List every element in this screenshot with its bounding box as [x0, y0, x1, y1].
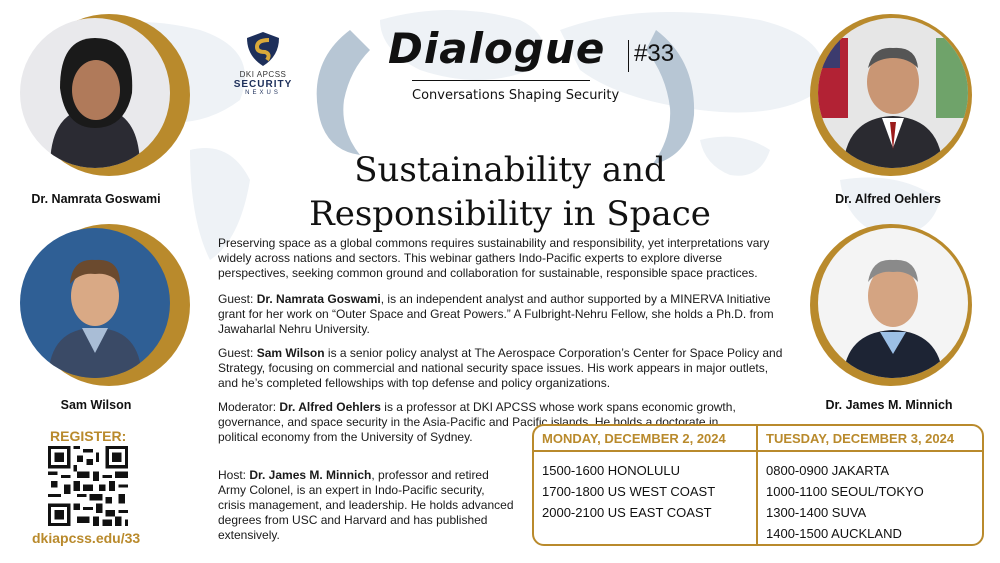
speaker-name: Sam Wilson [60, 398, 132, 412]
event-title [300, 148, 720, 236]
speaker-name: Dr. James M. Minnich [825, 398, 953, 412]
series-title: Dialogue [388, 24, 606, 73]
bio-text: is a senior policy analyst at The Aerospace Corporation’s Center for Space Policy and Strategy, focusing on commercial and national security space issues. His work appears in major outlets, and he’s completed fellowships with top defense and policy organizations. [218, 346, 783, 390]
register-url-link[interactable]: dkiapcss.edu/33 [32, 530, 141, 546]
bio-name: Sam Wilson [256, 346, 325, 360]
person-portrait-icon [20, 18, 170, 168]
person-portrait-icon [20, 228, 170, 378]
portrait-photo [818, 18, 968, 168]
schedule-day-1-date: MONDAY, DECEMBER 2, 2024 [534, 426, 756, 452]
event-title-line-2: Responsibility in Space [309, 194, 711, 234]
episode-number: #33 [634, 40, 675, 67]
schedule-time: 1400-1500 AUCKLAND [766, 526, 902, 541]
dki-apcss-logo [228, 30, 298, 96]
bio-role: Moderator: [218, 400, 280, 414]
portrait-photo [20, 18, 170, 168]
bio-text: , is an independent analyst and author supported by a MINERVA Initiative grant for her work on “Outer Space and Great Powers.” A Fulbright-Nehru Fellow, she holds a Ph.D. from Jawaharlal Nehru University. [218, 292, 774, 336]
open-quote-icon [300, 20, 380, 160]
series-subtitle: Conversations Shaping Security [412, 88, 620, 103]
speaker-name: Dr. Alfred Oehlers [835, 192, 941, 206]
schedule-day-2-date: TUESDAY, DECEMBER 3, 2024 [758, 426, 982, 452]
bio-name: Dr. James M. Minnich [249, 468, 372, 482]
event-title-line-1: Sustainability and [354, 150, 666, 190]
guest2-bio [218, 346, 790, 391]
bio-text: , professor and retired Army Colonel, is an expert in Indo-Pacific security, crisis management, and leadership. He holds advanced degrees from USC and Harvard and has published extensively. [218, 468, 514, 542]
person-portrait-icon [818, 18, 968, 168]
speaker-name: Dr. Namrata Goswami [31, 192, 161, 206]
logo-line-1: DKI APCSS [239, 70, 287, 79]
schedule-time: 2000-2100 US EAST COAST [542, 505, 712, 520]
schedule-time: 1300-1400 SUVA [766, 505, 867, 520]
schedule-time: 1500-1600 HONOLULU [542, 463, 681, 478]
host-bio [218, 468, 514, 543]
schedule-day-2 [756, 426, 982, 544]
schedule-box [532, 424, 984, 546]
schedule-time: 0800-0900 JAKARTA [766, 463, 890, 478]
portrait-photo [818, 228, 968, 378]
bio-name: Dr. Alfred Oehlers [279, 400, 381, 414]
qr-code-icon[interactable] [48, 446, 128, 526]
bio-role: Guest: [218, 346, 257, 360]
bio-name: Dr. Namrata Goswami [256, 292, 381, 306]
header-underline [412, 80, 590, 81]
guest1-bio [218, 292, 790, 337]
schedule-time: 1700-1800 US WEST COAST [542, 484, 716, 499]
bio-text: is a professor at DKI APCSS whose work spans economic growth, governance, and space security in the Asia-Pacific and Pacific islands. He holds a doctorate in political economy from the University of Sydney. [218, 400, 736, 444]
header-divider [628, 40, 629, 72]
logo-line-3: NEXUS [245, 90, 281, 96]
bio-role: Host: [218, 468, 250, 482]
bio-role: Guest: [218, 292, 257, 306]
schedule-day-1 [534, 426, 756, 544]
schedule-time: 1000-1100 SEOUL/TOKYO [766, 484, 924, 499]
register-label: REGISTER: [50, 428, 127, 444]
intro-text: Preserving space as a global commons requires sustainability and responsibility, yet interpretations vary widely across nations and sectors. This webinar gathers Indo-Pacific experts to explore diverse perspectives, seeking common ground and collaboration for sustainable, responsible space practices. [218, 236, 770, 280]
portrait-photo [20, 228, 170, 378]
person-portrait-icon [818, 228, 968, 378]
shield-logo-icon [243, 30, 283, 68]
logo-line-2: SECURITY [233, 79, 293, 90]
